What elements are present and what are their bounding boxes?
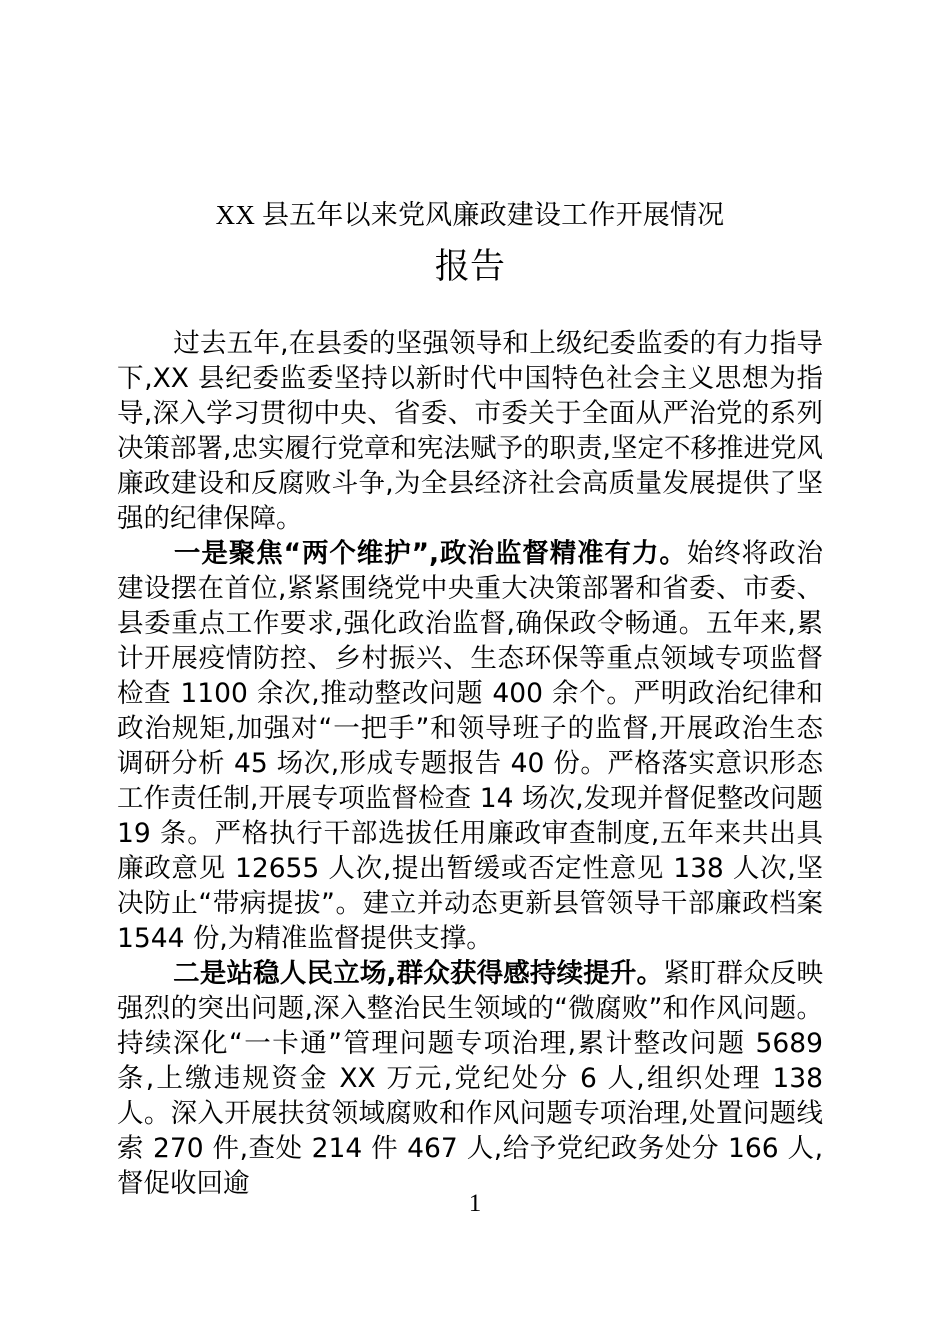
paragraph-section-two-text: 紧盯群众反映强烈的突出问题,深入整治民生领域的“微腐败”和作风问题。持续深化“一卡通”管理问题专项治理,累计整改问题 5689 条,上缴违规资金 XX 万元,党纪处分 6 人,组织处理 138 人。深入开展扶贫领域腐败和作风问题专项治理,处置问题线索 270 件,查处 214 件 467 人,给予党纪政务处分 166 人,督促收回逾 <box>117 958 824 1199</box>
title-line-2: 报告 <box>434 246 506 287</box>
page-title <box>117 187 823 293</box>
paragraph-section-one <box>117 536 823 956</box>
title-line-1: XX 县五年以来党风廉政建设工作开展情况 <box>215 199 725 230</box>
paragraph-section-two-lead: 二是站稳人民立场,群众获得感持续提升。 <box>173 958 664 989</box>
paragraph-section-one-lead: 一是聚焦“两个维护”,政治监督精准有力。 <box>173 538 687 569</box>
paragraph-intro <box>117 326 823 536</box>
paragraph-section-one-text: 始终将政治建设摆在首位,紧紧围绕党中央重大决策部署和省委、市委、县委重点工作要求,强化政治监督,确保政令畅通。五年来,累计开展疫情防控、乡村振兴、生态环保等重点领域专项监督检查 1100 余次,推动整改问题 400 余个。严明政治纪律和政治规矩,加强对“一把手”和领导班子的监督,开展政治生态调研分析 45 场次,形成专题报告 40 份。严格落实意识形态工作责任制,开展专项监督检查 14 场次,发现并督促整改问题 19 条。严格执行干部选拔任用廉政审查制度,五年来共出具廉政意见 12655 人次,提出暂缓或否定性意见 138 人次,坚决防止“带病提拔”。建立并动态更新县管领导干部廉政档案 1544 份,为精准监督提供支撑。 <box>117 538 823 954</box>
page-number: 1 <box>468 1190 482 1217</box>
document-body <box>117 326 823 1201</box>
paragraph-section-two <box>117 956 823 1201</box>
paragraph-intro-text: 过去五年,在县委的坚强领导和上级纪委监委的有力指导下,XX 县纪委监委坚持以新时代中国特色社会主义思想为指导,深入学习贯彻中央、省委、市委关于全面从严治党的系列决策部署,忠实履行党章和宪法赋予的职责,坚定不移推进党风廉政建设和反腐败斗争,为全县经济社会高质量发展提供了坚强的纪律保障。 <box>117 328 823 534</box>
